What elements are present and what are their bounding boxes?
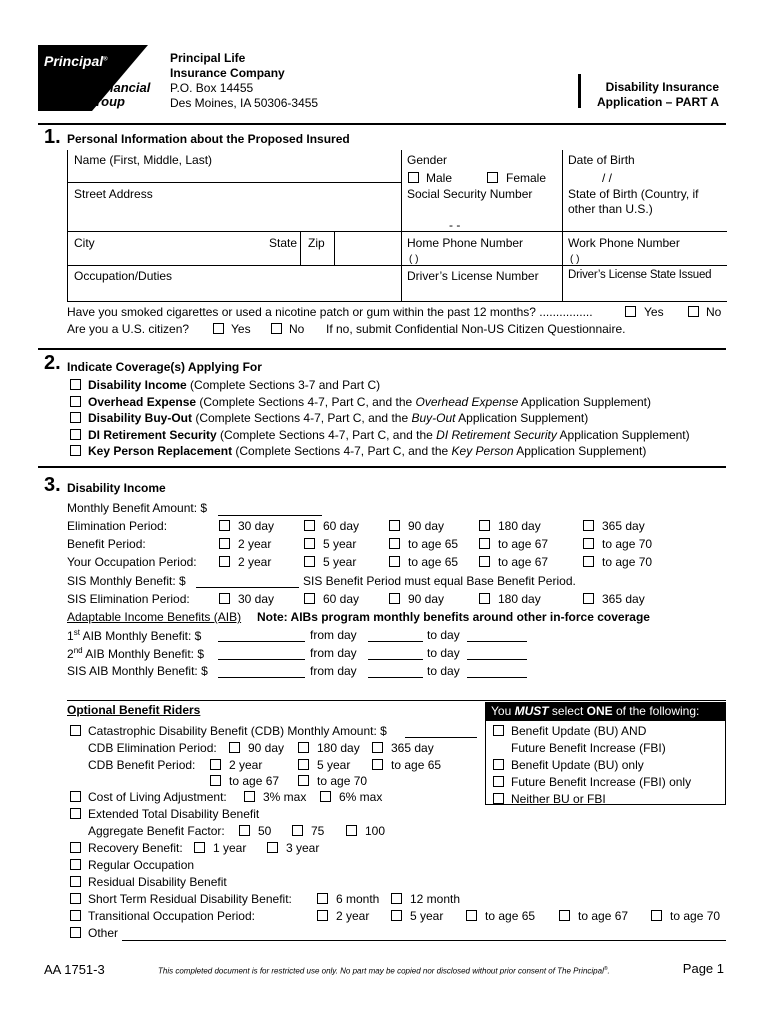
section1-rule [38, 123, 726, 125]
from-day-label: from day [310, 664, 357, 678]
citizen-note: If no, submit Confidential Non-US Citizen Questionnaire. [326, 322, 626, 336]
cdb-benefit-option: to age 67 [229, 774, 280, 788]
coverage-item: DI Retirement Security (Complete Sections 4-7, Part C, and the DI Retirement Security Application Supplement) [88, 427, 690, 442]
must-option-label: Neither BU or FBI [511, 792, 606, 806]
form-title-1: Disability Insurance [605, 80, 719, 94]
dl-label: Driver’s License Number [407, 269, 539, 283]
occupation-label: Occupation/Duties [74, 269, 173, 283]
dob-label: Date of Birth [568, 153, 635, 167]
coverage-checkbox[interactable] [70, 429, 81, 440]
transitional-option-checkbox[interactable] [559, 910, 570, 921]
coverage-item: Key Person Replacement (Complete Sections 4-7, Part C, and the Key Person Application Supplement) [88, 444, 647, 458]
to-day-label: to day [427, 628, 460, 642]
smoke-no-label: No [706, 305, 722, 319]
abf-checkbox[interactable] [239, 825, 250, 836]
aib-row-label: 1st AIB Monthly Benefit: $ [67, 628, 202, 643]
cdb-benefit-checkbox[interactable] [210, 775, 221, 786]
transitional-option: to age 67 [578, 909, 629, 923]
company-name-1: Principal Life [170, 51, 246, 65]
must-option-checkbox[interactable] [493, 759, 504, 770]
smoke-yes-label: Yes [644, 305, 664, 319]
occupation-period-checkbox[interactable] [583, 556, 594, 567]
cdb-elim-checkbox[interactable] [229, 742, 240, 753]
to-day-field[interactable] [467, 641, 527, 642]
female-label: Female [506, 171, 547, 185]
riders-title: Optional Benefit Riders [67, 703, 201, 717]
transitional-option-checkbox[interactable] [391, 910, 402, 921]
work-phone-format: ( ) [570, 254, 580, 265]
transitional-option: to age 70 [670, 909, 721, 923]
zip-label: Zip [308, 236, 325, 250]
elimination-checkbox[interactable] [219, 520, 230, 531]
aib-amount-field[interactable] [218, 641, 305, 642]
regular-occ-checkbox[interactable] [70, 859, 81, 870]
sis-elimination-option: 60 day [323, 592, 360, 606]
citizen-yes-checkbox[interactable] [213, 323, 224, 334]
benefit-period-option: to age 70 [602, 537, 653, 551]
aib-note: Note: AIBs program monthly benefits around other in-force coverage [257, 610, 650, 624]
recovery-option: 1 year [213, 841, 247, 855]
coverage-name: Disability Buy-Out [88, 411, 193, 425]
sis-monthly-label: SIS Monthly Benefit: $ [67, 574, 186, 588]
elimination-checkbox[interactable] [583, 520, 594, 531]
etd-label: Extended Total Disability Benefit [88, 807, 260, 821]
from-day-field[interactable] [368, 641, 423, 642]
dob-format: / / [602, 171, 613, 185]
coverage-name: Key Person Replacement [88, 444, 233, 458]
section3-rule [38, 466, 726, 468]
cdb-benefit-checkbox[interactable] [210, 759, 221, 770]
cdb-elim-checkbox[interactable] [372, 742, 383, 753]
elimination-option: 30 day [238, 519, 275, 533]
benefit-period-option: 2 year [238, 537, 272, 551]
to-day-label: to day [427, 646, 460, 660]
cdb-benefit-option: to age 70 [317, 774, 368, 788]
coverage-checkbox[interactable] [70, 396, 81, 407]
sis-note: SIS Benefit Period must equal Base Benefit Period. [303, 574, 576, 588]
coverage-item: Disability Income (Complete Sections 3-7 and Part C) [88, 378, 381, 392]
abf-checkbox[interactable] [292, 825, 303, 836]
cdb-elim-option: 180 day [317, 741, 360, 755]
company-name-2: Insurance Company [170, 66, 285, 80]
coverage-name: Disability Income [88, 378, 187, 392]
cdb-benefit-option: 2 year [229, 758, 263, 772]
regular-occ-label: Regular Occupation [88, 858, 195, 872]
benefit-period-label: Benefit Period: [67, 537, 146, 551]
elimination-checkbox[interactable] [479, 520, 490, 531]
benefit-period-checkbox[interactable] [389, 538, 400, 549]
sis-monthly-field[interactable] [196, 587, 299, 588]
short-term-label: Short Term Residual Disability Benefit: [88, 892, 292, 906]
must-option-label: Benefit Update (BU) AND [511, 724, 647, 738]
elimination-checkbox[interactable] [389, 520, 400, 531]
occupation-period-checkbox[interactable] [389, 556, 400, 567]
city-label: City [74, 236, 95, 250]
logo-group-text: Group [86, 94, 125, 109]
elimination-checkbox[interactable] [304, 520, 315, 531]
ssn-format: - - [449, 218, 461, 232]
cdb-benefit-checkbox[interactable] [372, 759, 383, 770]
home-phone-label: Home Phone Number [407, 236, 524, 250]
must-option-checkbox[interactable] [493, 776, 504, 787]
monthly-benefit-field[interactable] [218, 515, 322, 516]
must-option-label: Future Benefit Increase (FBI) only [511, 775, 692, 789]
logo-principal-text: Principal® [44, 53, 108, 69]
section3-title: Disability Income [67, 481, 166, 495]
cola-option: 3% max [263, 790, 307, 804]
coverage-item: Overhead Expense (Complete Sections 4-7, Part C, and the Overhead Expense Application Supplement) [88, 394, 651, 409]
benefit-period-checkbox[interactable] [304, 538, 315, 549]
coverage-name: Overhead Expense [88, 394, 197, 409]
aib-amount-field[interactable] [218, 677, 305, 678]
recovery-option-checkbox[interactable] [267, 842, 278, 853]
short-term-option: 6 month [336, 892, 380, 906]
abf-option: 50 [258, 824, 272, 838]
residual-label: Residual Disability Benefit [88, 875, 227, 889]
footer-disclaimer: This completed document is for restricted use only. No part may be copied nor disclosed without prior consent of The Principal®. [158, 966, 610, 976]
riders-rule [67, 700, 726, 701]
abf-label: Aggregate Benefit Factor: [88, 824, 225, 838]
transitional-label: Transitional Occupation Period: [88, 909, 255, 923]
female-checkbox[interactable] [487, 172, 498, 183]
benefit-period-checkbox[interactable] [583, 538, 594, 549]
elimination-option: 180 day [498, 519, 541, 533]
work-phone-label: Work Phone Number [568, 236, 680, 250]
logo-financial-text: Financial [94, 80, 151, 95]
citizen-yes-label: Yes [231, 322, 251, 336]
citizen-question: Are you a U.S. citizen? [67, 322, 190, 336]
sis-elimination-option: 180 day [498, 592, 541, 606]
recovery-label: Recovery Benefit: [88, 841, 183, 855]
aib-row-label: 2nd AIB Monthly Benefit: $ [67, 646, 204, 661]
recovery-option: 3 year [286, 841, 320, 855]
sis-elimination-option: 30 day [238, 592, 275, 606]
form-title-2: Application – PART A [596, 95, 719, 109]
coverage-checkbox[interactable] [70, 445, 81, 456]
occupation-period-label: Your Occupation Period: [67, 555, 197, 569]
benefit-period-option: 5 year [323, 537, 357, 551]
cdb-elim-checkbox[interactable] [298, 742, 309, 753]
short-term-option: 12 month [410, 892, 461, 906]
coverage-name: DI Retirement Security [88, 427, 217, 442]
occupation-period-option: 5 year [323, 555, 357, 569]
transitional-option: 2 year [336, 909, 370, 923]
sis-elimination-checkbox[interactable] [389, 593, 400, 604]
cola-label: Cost of Living Adjustment: [88, 790, 227, 804]
coverage-item: Disability Buy-Out (Complete Sections 4-7, Part C, and the Buy-Out Application Supplement) [88, 411, 589, 425]
elimination-option: 60 day [323, 519, 360, 533]
other-checkbox[interactable] [70, 927, 81, 938]
transitional-option-checkbox[interactable] [317, 910, 328, 921]
short-term-option-checkbox[interactable] [317, 893, 328, 904]
benefit-period-checkbox[interactable] [479, 538, 490, 549]
must-option-label: Future Benefit Increase (FBI) [511, 741, 666, 755]
residual-checkbox[interactable] [70, 876, 81, 887]
to-day-field[interactable] [467, 677, 527, 678]
cdb-benefit-option: to age 65 [391, 758, 442, 772]
section2-rule [38, 348, 726, 350]
recovery-checkbox[interactable] [70, 842, 81, 853]
cola-option-checkbox[interactable] [320, 791, 331, 802]
transitional-option-checkbox[interactable] [651, 910, 662, 921]
title-divider [578, 74, 581, 108]
occupation-period-option: 2 year [238, 555, 272, 569]
sis-elimination-option: 90 day [408, 592, 445, 606]
smoke-no-checkbox[interactable] [688, 306, 699, 317]
occupation-period-option: to age 70 [602, 555, 653, 569]
sis-elimination-label: SIS Elimination Period: [67, 592, 190, 606]
citizen-no-label: No [289, 322, 305, 336]
company-address-2: Des Moines, IA 50306-3455 [170, 96, 319, 110]
aib-amount-field[interactable] [218, 659, 305, 660]
section1-number: 1. [44, 126, 61, 148]
cola-option-checkbox[interactable] [244, 791, 255, 802]
occupation-period-checkbox[interactable] [479, 556, 490, 567]
sis-elimination-option: 365 day [602, 592, 645, 606]
cdb-elim-label: CDB Elimination Period: [88, 741, 217, 755]
elimination-label: Elimination Period: [67, 519, 168, 533]
benefit-period-option: to age 67 [498, 537, 549, 551]
etd-checkbox[interactable] [70, 808, 81, 819]
sis-elimination-checkbox[interactable] [304, 593, 315, 604]
transitional-option: to age 65 [485, 909, 536, 923]
form-number: AA 1751-3 [44, 962, 105, 977]
occupation-period-option: to age 65 [408, 555, 459, 569]
cola-checkbox[interactable] [70, 791, 81, 802]
gender-label: Gender [407, 153, 448, 167]
section2-title: Indicate Coverage(s) Applying For [67, 360, 262, 374]
page-number: Page 1 [682, 961, 724, 976]
cdb-benefit-option: 5 year [317, 758, 351, 772]
cdb-label: Catastrophic Disability Benefit (CDB) Monthly Amount: $ [88, 724, 387, 738]
name-label: Name (First, Middle, Last) [74, 153, 213, 167]
coverage-checkbox[interactable] [70, 412, 81, 423]
citizen-no-checkbox[interactable] [271, 323, 282, 334]
state-label: State [269, 236, 298, 250]
transitional-option: 5 year [410, 909, 444, 923]
other-label: Other [88, 926, 119, 940]
ssn-label: Social Security Number [407, 187, 533, 201]
aib-row-label: SIS AIB Monthly Benefit: $ [67, 664, 208, 678]
transitional-option-checkbox[interactable] [466, 910, 477, 921]
benefit-period-checkbox[interactable] [219, 538, 230, 549]
cola-option: 6% max [339, 790, 383, 804]
cdb-elim-option: 90 day [248, 741, 285, 755]
elimination-option: 90 day [408, 519, 445, 533]
from-day-field[interactable] [368, 677, 423, 678]
section3-number: 3. [44, 474, 61, 496]
cdb-benefit-label: CDB Benefit Period: [88, 758, 196, 772]
to-day-field[interactable] [467, 659, 527, 660]
must-option-checkbox[interactable] [493, 725, 504, 736]
state-birth-label-1: State of Birth (Country, if [568, 187, 699, 201]
company-address-1: P.O. Box 14455 [170, 81, 254, 95]
cdb-checkbox[interactable] [70, 725, 81, 736]
elimination-option: 365 day [602, 519, 645, 533]
dl-state-label: Driver’s License State Issued [568, 269, 712, 281]
must-option-label: Benefit Update (BU) only [511, 758, 644, 772]
benefit-period-option: to age 65 [408, 537, 459, 551]
male-checkbox[interactable] [408, 172, 419, 183]
to-day-label: to day [427, 664, 460, 678]
transitional-checkbox[interactable] [70, 910, 81, 921]
home-phone-format: ( ) [409, 254, 419, 265]
from-day-label: from day [310, 646, 357, 660]
cdb-benefit-checkbox[interactable] [298, 759, 309, 770]
abf-option: 100 [365, 824, 386, 838]
state-birth-label-2: other than U.S.) [568, 202, 653, 216]
sis-elimination-checkbox[interactable] [479, 593, 490, 604]
occupation-period-checkbox[interactable] [219, 556, 230, 567]
section2-number: 2. [44, 352, 61, 374]
must-option-checkbox[interactable] [493, 793, 504, 804]
from-day-label: from day [310, 628, 357, 642]
recovery-option-checkbox[interactable] [194, 842, 205, 853]
other-field[interactable] [122, 940, 726, 941]
aib-label: Adaptable Income Benefits (AIB) [67, 610, 242, 624]
occupation-period-checkbox[interactable] [304, 556, 315, 567]
from-day-field[interactable] [368, 659, 423, 660]
street-label: Street Address [74, 187, 153, 201]
short-term-option-checkbox[interactable] [391, 893, 402, 904]
smoke-question: Have you smoked cigarettes or used a nicotine patch or gum within the past 12 months? ................ [67, 305, 593, 319]
short-term-checkbox[interactable] [70, 893, 81, 904]
must-select-header: You MUST select ONE of the following: [491, 704, 700, 718]
section1-title: Personal Information about the Proposed Insured [67, 132, 350, 146]
male-label: Male [426, 171, 453, 185]
occupation-period-option: to age 67 [498, 555, 549, 569]
cdb-elim-option: 365 day [391, 741, 434, 755]
cdb-benefit-checkbox[interactable] [298, 775, 309, 786]
abf-checkbox[interactable] [346, 825, 357, 836]
coverage-checkbox[interactable] [70, 379, 81, 390]
smoke-yes-checkbox[interactable] [625, 306, 636, 317]
sis-elimination-checkbox[interactable] [219, 593, 230, 604]
abf-option: 75 [311, 824, 325, 838]
sis-elimination-checkbox[interactable] [583, 593, 594, 604]
monthly-benefit-label: Monthly Benefit Amount: $ [67, 501, 208, 515]
cdb-amount-field[interactable] [405, 737, 477, 738]
